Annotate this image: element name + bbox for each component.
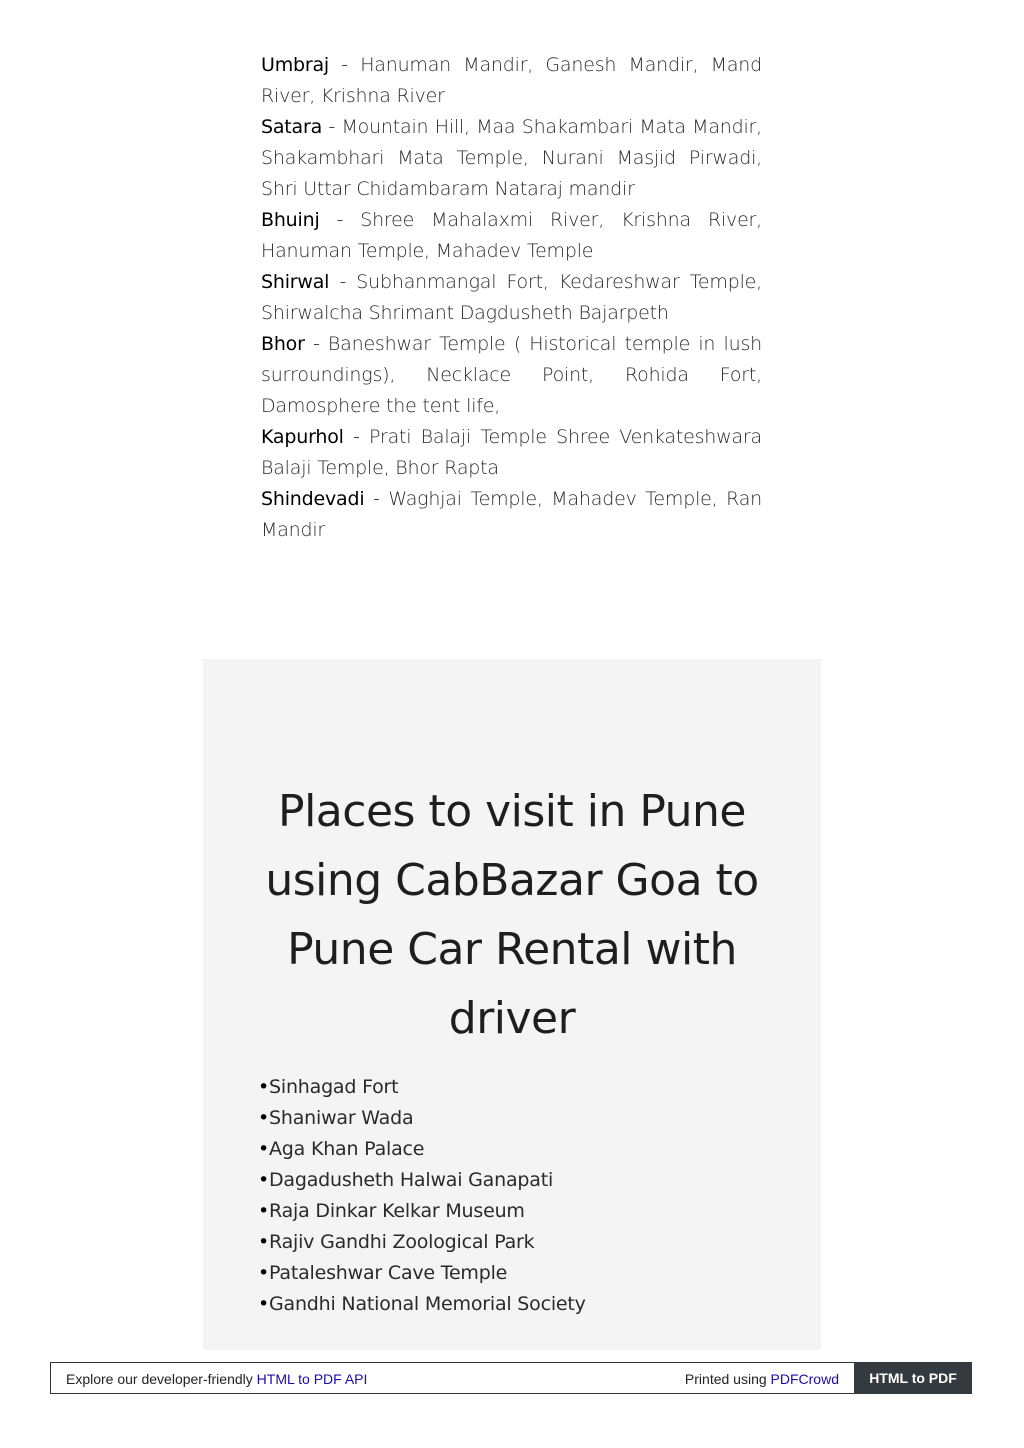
- separator: -: [319, 209, 361, 231]
- separator: -: [329, 271, 357, 293]
- list-item: [258, 1227, 586, 1258]
- town-name: Bhuinj: [261, 209, 320, 231]
- town-attractions: Hanuman Mandir, Ganesh Mandir, Mand River, Krishna River: [261, 54, 762, 107]
- town-attractions: Shree Mahalaxmi River, Krishna River, Hanuman Temple, Mahadev Temple: [261, 209, 763, 262]
- footer-printed-text: Printed using: [684, 1371, 771, 1387]
- footer-explore: [66, 1371, 367, 1387]
- bullet-icon: •: [258, 1107, 270, 1129]
- bullet-icon: •: [258, 1231, 270, 1253]
- place-label: Gandhi National Memorial Society: [269, 1293, 586, 1315]
- bullet-icon: •: [258, 1293, 270, 1315]
- town-name: Shindevadi: [261, 488, 365, 510]
- footer-explore-text: Explore our developer-friendly: [66, 1371, 257, 1387]
- separator: -: [329, 54, 361, 76]
- separator: -: [322, 116, 342, 138]
- town-attractions: Subhanmangal Fort, Kedareshwar Temple, Shirwalcha Shrimant Dagdusheth Bajarpeth: [261, 271, 762, 324]
- town-entry: [261, 267, 762, 329]
- town-attractions-list: [261, 50, 762, 546]
- bullet-icon: •: [258, 1138, 270, 1160]
- html-to-pdf-button[interactable]: HTML to PDF: [854, 1362, 972, 1394]
- list-item: [258, 1258, 586, 1289]
- bullet-icon: •: [258, 1200, 270, 1222]
- place-label: Dagadusheth Halwai Ganapati: [269, 1169, 554, 1191]
- place-label: Rajiv Gandhi Zoological Park: [269, 1231, 535, 1253]
- list-item: [258, 1289, 586, 1320]
- town-entry: [261, 112, 762, 205]
- place-label: Pataleshwar Cave Temple: [269, 1262, 508, 1284]
- town-name: Kapurhol: [261, 426, 344, 448]
- list-item: [258, 1165, 586, 1196]
- separator: -: [343, 426, 370, 448]
- town-name: Shirwal: [261, 271, 330, 293]
- bullet-icon: •: [258, 1076, 270, 1098]
- town-name: Bhor: [261, 333, 305, 355]
- town-entry: [261, 50, 762, 112]
- list-item: [258, 1103, 586, 1134]
- place-label: Sinhagad Fort: [269, 1076, 399, 1098]
- list-item: [258, 1134, 586, 1165]
- place-label: Aga Khan Palace: [269, 1138, 425, 1160]
- town-attractions: Mountain Hill, Maa Shakambari Mata Mandir, Shakambhari Mata Temple, Nurani Masjid Pirwadi, Shri Uttar Chidambaram Nataraj mandir: [261, 116, 762, 200]
- separator: -: [364, 488, 389, 510]
- separator: -: [304, 333, 328, 355]
- list-item: [258, 1196, 586, 1227]
- places-panel: [203, 659, 821, 1350]
- pdfcrowd-link[interactable]: PDFCrowd: [770, 1371, 839, 1387]
- town-name: Satara: [261, 116, 323, 138]
- panel-title: Places to visit in Pune using CabBazar Goa to Pune Car Rental with driver: [265, 786, 759, 1044]
- town-entry: [261, 205, 762, 267]
- place-label: Shaniwar Wada: [269, 1107, 414, 1129]
- list-item: [258, 1072, 586, 1103]
- bullet-icon: •: [258, 1262, 270, 1284]
- place-label: Raja Dinkar Kelkar Museum: [269, 1200, 525, 1222]
- places-list: [258, 1072, 586, 1320]
- pdf-footer-banner: [50, 1362, 972, 1394]
- footer-printed: [685, 1371, 839, 1387]
- town-name: Umbraj: [261, 54, 330, 76]
- town-attractions: Baneshwar Temple ( Historical temple in lush surroundings), Necklace Point, Rohida Fort, Damosphere the tent life,: [261, 333, 762, 417]
- town-attractions: Waghjai Temple, Mahadev Temple, Ran Mandir: [261, 488, 762, 541]
- town-attractions: Prati Balaji Temple Shree Venkateshwara Balaji Temple, Bhor Rapta: [261, 426, 762, 479]
- bullet-icon: •: [258, 1169, 270, 1191]
- town-entry: [261, 329, 762, 422]
- town-entry: [261, 484, 762, 546]
- town-entry: [261, 422, 762, 484]
- html-to-pdf-api-link[interactable]: HTML to PDF API: [256, 1371, 368, 1387]
